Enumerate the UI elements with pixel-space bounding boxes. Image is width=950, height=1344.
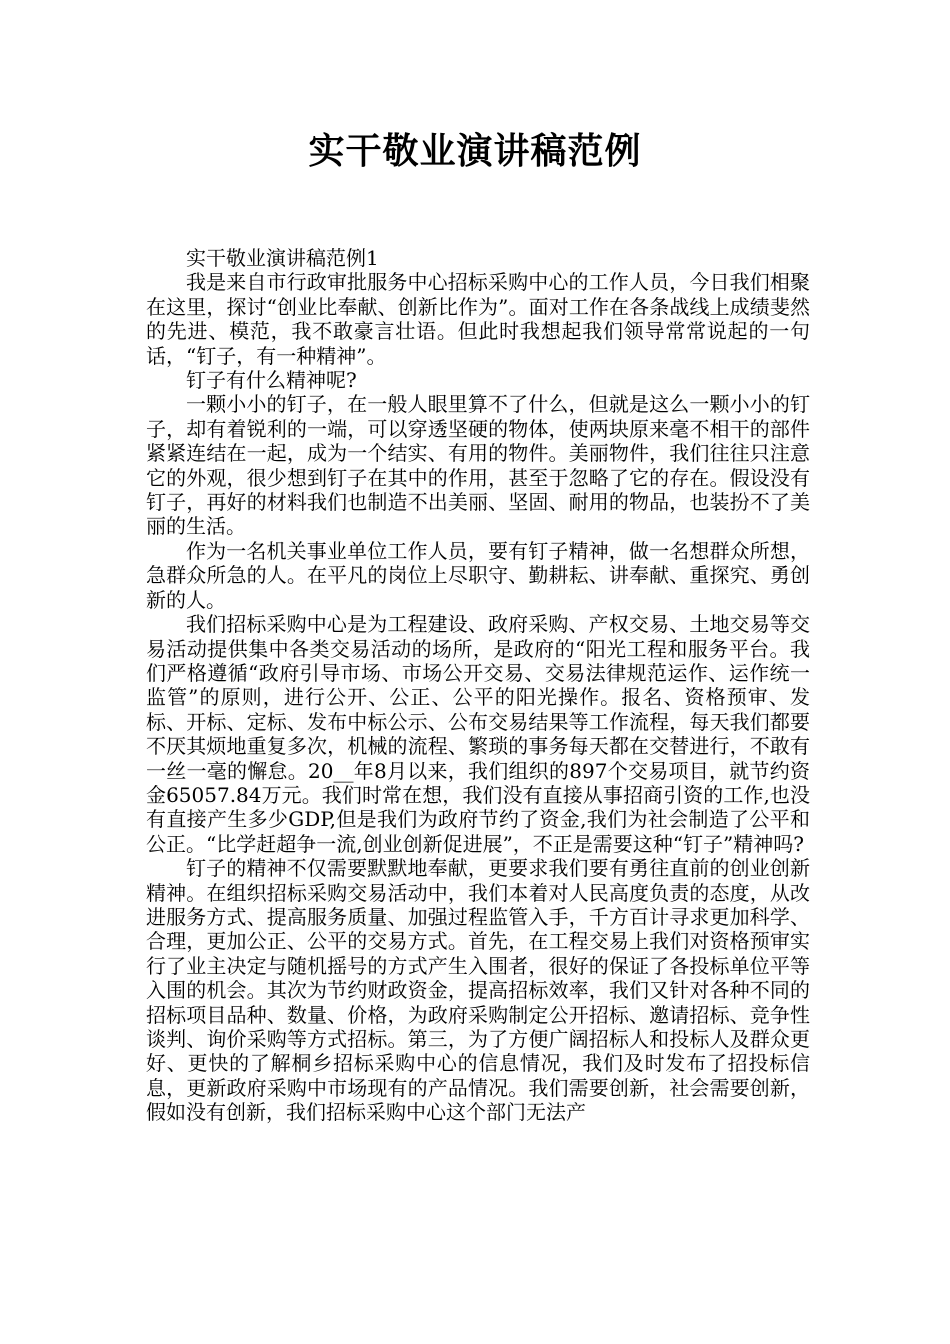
section-heading: 实干敬业演讲稿范例1	[186, 246, 379, 270]
paragraph: 我是来自市行政审批服务中心招标采购中心的工作人员，今日我们相聚在这里，探讨“创业比奉献、创新比作为”。面对工作在各条战线上成绩斐然的先进、模范，我不敢豪言壮语。但此时我想起我们领导常常说起的一句话，“钉子，有一种精神”。	[146, 270, 810, 368]
document-body	[146, 246, 810, 1125]
document-title: 实干敬业演讲稿范例	[308, 131, 642, 172]
paragraph: 作为一名机关事业单位工作人员，要有钉子精神，做一名想群众所想，急群众所急的人。在平凡的岗位上尽职守、勤耕耘、讲奉献、重探究、勇创新的人。	[146, 538, 810, 612]
paragraph: 钉子的精神不仅需要默默地奉献，更要求我们要有勇往直前的创业创新精神。在组织招标采购交易活动中，我们本着对人民高度负责的态度，从改进服务方式、提高服务质量、加强过程监管入手，千方百计寻求更加科学、合理，更加公正、公平的交易方式。首先，在工程交易上我们对资格预审实行了业主决定与随机摇号的方式产生入围者，很好的保证了各投标单位平等入围的机会。其次为节约财政资金，提高招标效率，我们又针对各种不同的招标项目品种、数量、价格，为政府采购制定公开招标、邀请招标、竞争性谈判、询价采购等方式招标。第三，为了方便广阔招标人和投标人及群众更好、更快的了解桐乡招标采购中心的信息情况，我们及时发布了招投标信息，更新政府采购中市场现有的产品情况。我们需要创新，社会需要创新，假如没有创新，我们招标采购中心这个部门无法产	[146, 856, 810, 1125]
paragraph: 钉子有什么精神呢?	[186, 368, 357, 393]
paragraph: 一颗小小的钉子，在一般人眼里算不了什么，但就是这么一颗小小的钉子，却有着锐利的一端，可以穿透坚硬的物体，使两块原来毫不相干的部件紧紧连结在一起，成为一个结实、有用的物件。美丽物件，我们往往只注意它的外观，很少想到钉子在其中的作用，甚至于忽略了它的存在。假设没有钉子，再好的材料我们也制造不出美丽、坚固、耐用的物品，也装扮不了美丽的生活。	[146, 392, 810, 539]
paragraph: 我们招标采购中心是为工程建设、政府采购、产权交易、土地交易等交易活动提供集中各类交易活动的场所，是政府的“阳光工程和服务平台。我们严格遵循“政府引导市场、市场公开交易、交易法律规范运作、运作统一监管”的原则，进行公开、公正、公平的阳光操作。报名、资格预审、发标、开标、定标、发布中标公示、公布交易结果等工作流程，每天我们都要不厌其烦地重复多次，机械的流程、繁琐的事务每天都在交替进行，不敢有一丝一毫的懈怠。20__年8月以来，我们组织的897个交易项目，就节约资金65057.84万元。我们时常在想，我们没有直接从事招商引资的工作,也没有直接产生多少GDP,但是我们为政府节约了资金,我们为社会制造了公平和公正。“比学赶超争一流,创业创新促进展”，不正是需要这种“钉子”精神吗?	[146, 612, 810, 856]
